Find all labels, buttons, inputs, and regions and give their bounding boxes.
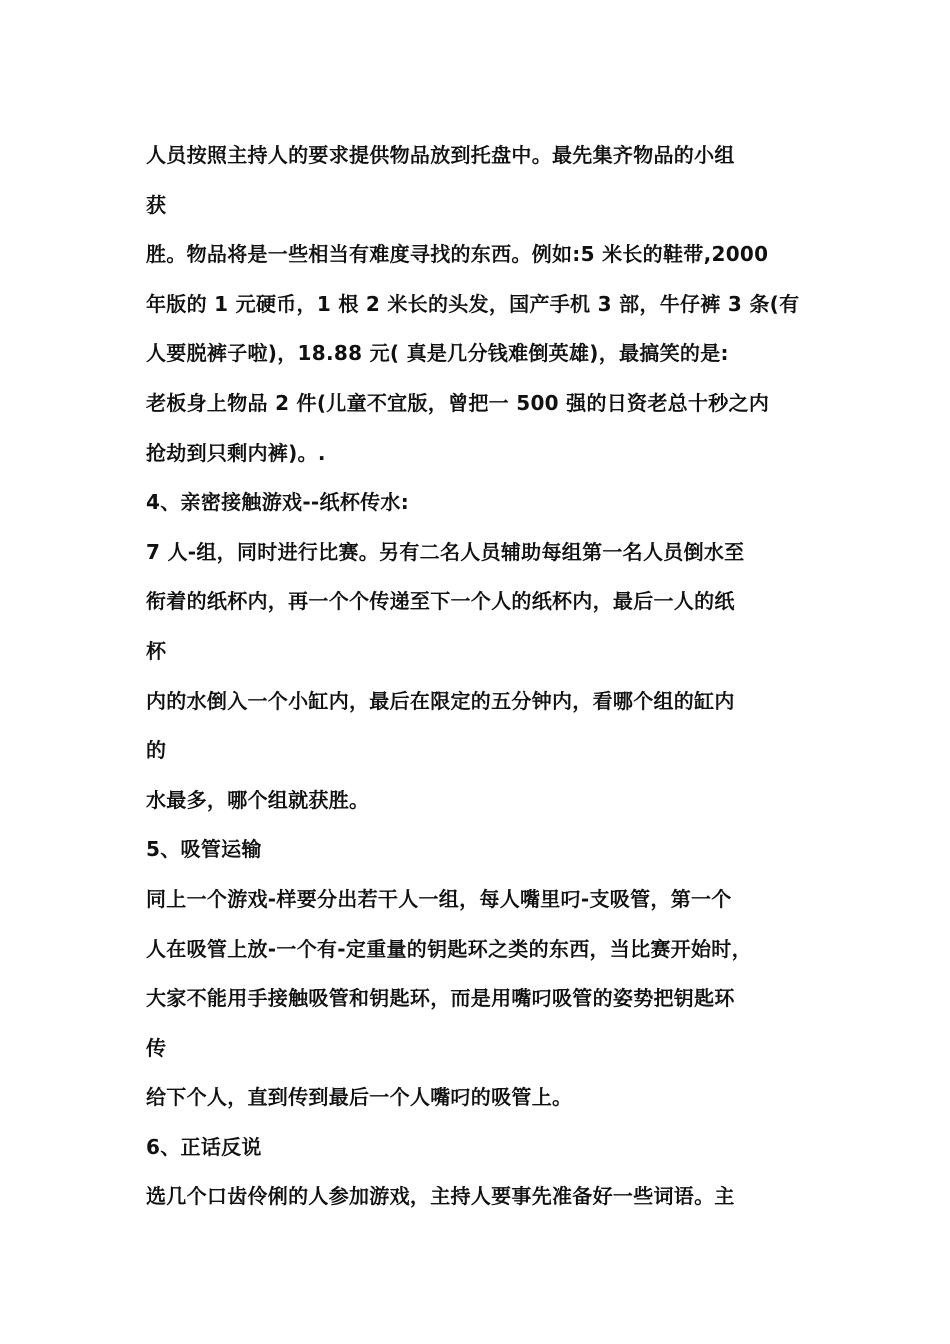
section-heading: 6、正话反说: [146, 1134, 262, 1159]
text-line: 选几个口齿伶俐的人参加游戏，主持人要事先准备好一些词语。主: [146, 1184, 735, 1209]
document-body: [146, 131, 826, 1222]
text-line: 年版的 1 元硬币，1 根 2 米长的头发，国产手机 3 部，牛仔裤 3 条(有: [146, 291, 800, 316]
section-heading: 5、吸管运输: [146, 837, 262, 862]
text-line: 获: [146, 192, 167, 217]
text-line: 同上一个游戏-样要分出若干人一组，每人嘴里叼-支吸管，第一个: [146, 886, 732, 911]
text-line: 的: [146, 738, 167, 763]
text-line: 传: [146, 1035, 167, 1060]
text-line: 衔着的纸杯内，再一个个传递至下一个人的纸杯内，最后一人的纸: [146, 589, 735, 614]
text-line: 人员按照主持人的要求提供物品放到托盘中。最先集齐物品的小组: [146, 143, 735, 167]
section-heading: 4、亲密接触游戏--纸杯传水:: [146, 490, 410, 515]
text-line: 给下个人，直到传到最后一个人嘴叼的吸管上。: [146, 1085, 573, 1110]
text-line: 胜。物品将是一些相当有难度寻找的东西。例如:5 米长的鞋带,2000: [146, 242, 769, 267]
text-line: 杯: [146, 638, 167, 663]
text-line: 大家不能用手接触吸管和钥匙环，而是用嘴叼吸管的姿势把钥匙环: [146, 986, 735, 1011]
text-line: 人要脱裤子啦)，18.88 元( 真是几分钱难倒英雄)，最搞笑的是:: [146, 341, 729, 366]
text-line: 老板身上物品 2 件(儿童不宜版，曾把一 500 强的日资老总十秒之内: [146, 390, 770, 415]
text-line: 水最多，哪个组就获胜。: [146, 787, 370, 812]
text-line: 抢劫到只剩内裤)。.: [146, 440, 326, 465]
text-line: 内的水倒入一个小缸内，最后在限定的五分钟内，看哪个组的缸内: [146, 688, 735, 713]
text-line: 人在吸管上放-一个有-定重量的钥匙环之类的东西，当比赛开始时，: [146, 936, 752, 961]
text-line: 7 人-组，同时进行比赛。另有二名人员辅助每组第一名人员倒水至: [146, 539, 745, 564]
